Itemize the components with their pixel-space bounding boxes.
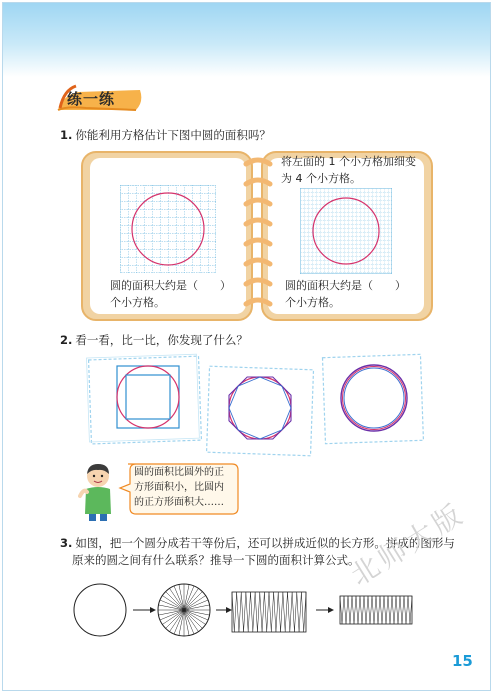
plain-circle <box>74 584 126 636</box>
bubble-line-3: 的正方形面积大…… <box>134 497 224 508</box>
right-grid-circle <box>300 188 392 274</box>
question-1 <box>60 127 271 144</box>
left-grid-circle <box>120 185 216 273</box>
question-2 <box>60 332 248 349</box>
comparison-card-octagons <box>204 364 316 460</box>
sector-line <box>184 592 202 610</box>
arrow-1-icon <box>133 607 156 613</box>
question-2-number: 2. <box>60 333 73 347</box>
question-2-prompt: 看一看，比一比，你发现了什么？ <box>75 333 248 347</box>
left-answer-unit: 个小方格。 <box>110 296 165 309</box>
right-answer-line: 圆的面积大约是（ ） <box>285 279 406 292</box>
header-band <box>3 3 490 77</box>
sector-line <box>166 610 184 628</box>
watermark: 北师大版 <box>344 496 471 593</box>
sector-zigzag <box>232 592 306 632</box>
sectored-circle <box>158 584 210 636</box>
question-3-prompt-line-1: 如图，把一个圆分成若干等份后，还可以拼成近似的长方形。拼成的图形与 <box>75 536 455 550</box>
arrow-3-icon <box>316 607 334 613</box>
rearranged-sectors-coarse <box>232 592 306 632</box>
sector-line <box>166 592 184 610</box>
question-1-number: 1. <box>60 128 73 142</box>
left-answer-line: 圆的面积大约是（ ） <box>110 279 231 292</box>
sector-line <box>184 610 202 628</box>
question-3-number: 3. <box>60 536 73 550</box>
section-header <box>56 82 146 114</box>
page-number: 15 <box>452 652 473 670</box>
comparison-card-squares <box>86 352 206 448</box>
right-instruction-line-2: 为 4 个小方格。 <box>281 172 361 185</box>
notebook-rings <box>240 154 276 314</box>
right-instruction-line-1: 将左面的 1 个小方格加细变 <box>281 155 416 168</box>
question-3-continued <box>72 552 360 569</box>
section-title: 练一练 <box>67 90 116 108</box>
bubble-line-1: 圆的面积比圆外的正 <box>134 467 224 478</box>
question-3-prompt-line-2: 原来的圆之间有什么联系？推导一下圆的面积计算公式。 <box>72 553 360 567</box>
right-answer-unit: 个小方格。 <box>285 296 340 309</box>
bubble-line-2: 方形面积小，比圆内 <box>134 482 224 493</box>
boy-character <box>78 462 118 522</box>
comparison-card-polygon <box>320 352 426 448</box>
question-1-prompt: 你能利用方格估计下图中圆的面积吗？ <box>75 128 271 142</box>
arrow-2-icon <box>216 607 232 613</box>
